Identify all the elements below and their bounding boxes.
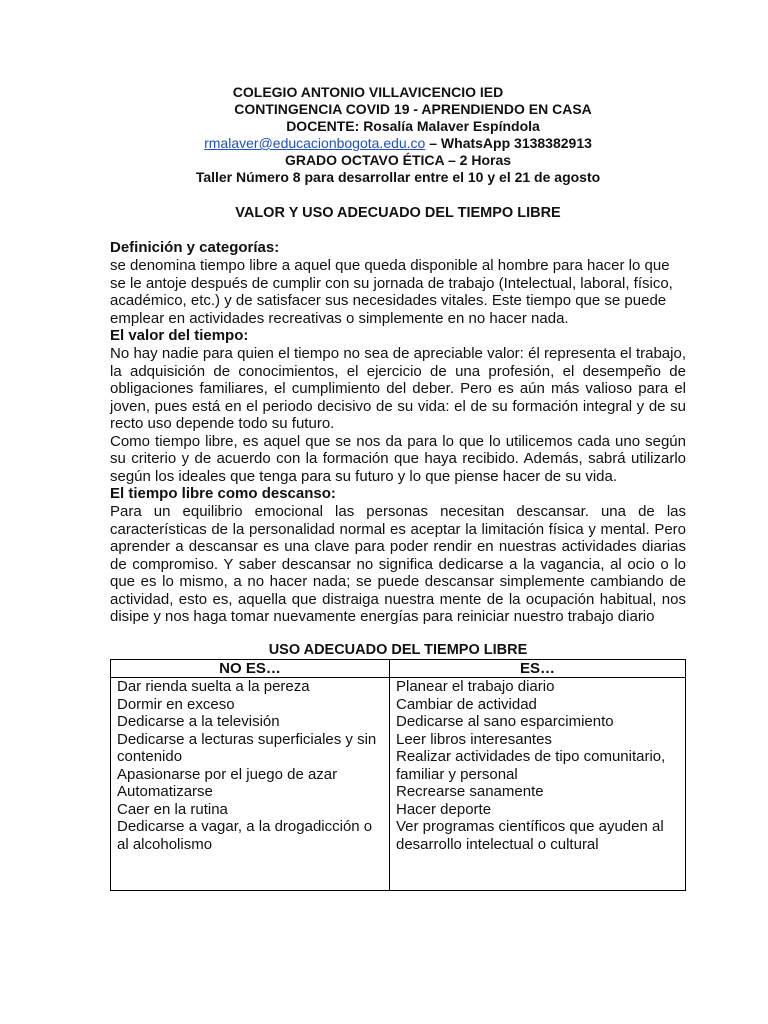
list-item: Apasionarse por el juego de azar <box>117 765 338 783</box>
list-item: Leer libros interesantes <box>396 730 552 748</box>
col-header-no-es: NO ES… <box>111 659 390 678</box>
list-item: Dedicarse al sano esparcimiento <box>396 713 614 730</box>
descanso-paragraph: Para un equilibrio emocional las personas necesitan descansar. una de las características de la personalidad normal es aceptar la limitación física y mental. Pero aprender a descansar es una clave para poder rendir en nuestras actividades diarias de compromiso. Y saber descansar no significa dedicarse a la vagancia, al ocio o lo que es lo mismo, a no hacer nada; se puede descansar simplemente cambiando de actividad, esto es, aquella que distraiga nuestra mente de la ocupación habitual, nos disipe y nos haga tomar nuevamente energías para reiniciar nuestro trabajo diario <box>110 503 686 625</box>
teacher-line: DOCENTE: Rosalía Malaver Espíndola <box>286 118 540 134</box>
uso-table <box>110 659 686 892</box>
contact-line <box>110 135 686 152</box>
no-es-cell <box>111 678 390 891</box>
whatsapp-text: – WhatsApp 3138382913 <box>425 135 592 151</box>
document-title: VALOR Y USO ADECUADO DEL TIEMPO LIBRE <box>235 205 561 221</box>
table-row <box>111 678 686 891</box>
list-item: Ver programas científicos que ayuden al desarrollo intelectual o cultural <box>396 818 664 853</box>
valor-heading: El valor del tiempo: <box>110 327 249 344</box>
valor-paragraph-1: No hay nadie para quien el tiempo no sea de apreciable valor: él representa el trabajo, la adquisición de conocimientos, el ejercicio de una profesión, el desempeño de obligaciones familiares, el cumplimiento del deber. Pero es aún más valioso para el joven, pues está en el periodo decisivo de su vida: el de su formación integral y de su recto uso depende todo su futuro. <box>110 345 686 432</box>
list-item: Caer en la rutina <box>117 800 228 818</box>
list-item: Planear el trabajo diario <box>396 678 555 695</box>
definicion-paragraph: se denomina tiempo libre a aquel que queda disponible al hombre para hacer lo que se le antoje después de cumplir con su jornada de trabajo (Intelectual, laboral, físico, académico, etc.) y de satisfacer sus necesidades vitales. Este tiempo que se puede emplear en actividades recreativas o simplemente en no hacer nada. <box>110 257 673 327</box>
list-item: Dedicarse a lecturas superficiales y sin contenido <box>117 730 377 765</box>
list-item: Dormir en exceso <box>117 695 235 713</box>
list-item: Dedicarse a vagar, a la drogadicción o al alcoholismo <box>117 818 373 853</box>
contingency-line: CONTINGENCIA COVID 19 - APRENDIENDO EN CASA <box>234 101 592 117</box>
list-item: Dedicarse a la televisión <box>117 713 280 730</box>
valor-paragraph-2: Como tiempo libre, es aquel que se nos da para lo que lo utilicemos cada uno según su criterio y de acuerdo con la formación que haya recibido. Además, sabrá utilizarlo según los ideales que tenga para su futuro y lo que piense hacer de su vida. <box>110 432 686 485</box>
es-cell <box>390 678 686 891</box>
grade-line: GRADO OCTAVO ÉTICA – 2 Horas <box>284 152 512 168</box>
definicion-heading: Definición y categorías: <box>110 239 280 256</box>
document-page <box>110 84 686 891</box>
email-link[interactable]: rmalaver@educacionbogota.edu.co <box>204 135 426 151</box>
list-item: Automatizarse <box>117 783 213 800</box>
list-item: Realizar actividades de tipo comunitario, familiar y personal <box>396 748 666 783</box>
document-header <box>110 84 686 186</box>
col-header-es: ES… <box>390 659 686 678</box>
list-item: Recrearse sanamente <box>396 783 544 800</box>
list-item: Cambiar de actividad <box>396 695 537 713</box>
table-title: USO ADECUADO DEL TIEMPO LIBRE <box>268 641 528 658</box>
descanso-heading: El tiempo libre como descanso: <box>110 485 336 502</box>
list-item: Dar rienda suelta a la pereza <box>117 678 310 695</box>
list-item: Hacer deporte <box>396 800 492 818</box>
workshop-line: Taller Número 8 para desarrollar entre el 10 y el 21 de agosto <box>195 169 601 185</box>
table-header-row <box>111 659 686 678</box>
school-name: COLEGIO ANTONIO VILLAVICENCIO IED <box>232 84 504 100</box>
